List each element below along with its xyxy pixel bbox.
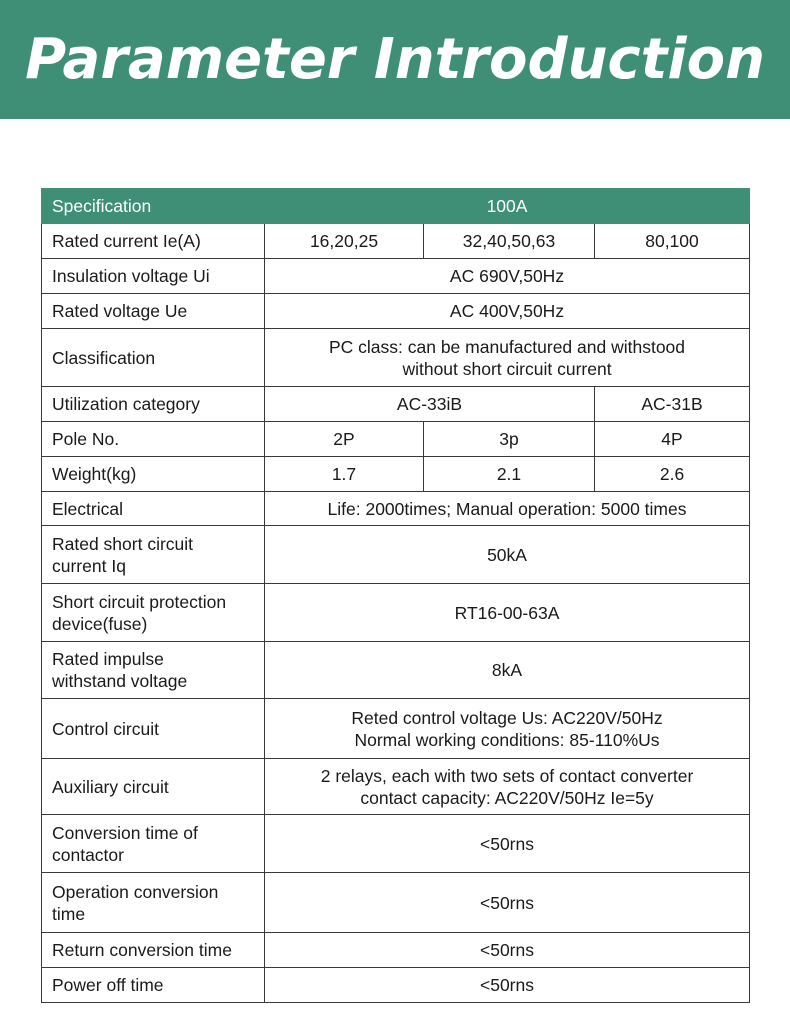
row-label	[42, 815, 265, 873]
row-label: Rated current Ie(A)	[42, 224, 265, 259]
table-row	[42, 294, 750, 329]
table-row	[42, 968, 750, 1003]
row-value: <50rns	[265, 968, 750, 1003]
row-value: Life: 2000times; Manual operation: 5000 times	[265, 492, 750, 526]
row-value: 1.7	[265, 457, 424, 492]
header-value: 100A	[265, 189, 750, 224]
row-value: AC 400V,50Hz	[265, 294, 750, 329]
row-label: Rated voltage Ue	[42, 294, 265, 329]
row-value	[265, 759, 750, 815]
value-line: Reted control voltage Us: AC220V/50Hz	[351, 707, 663, 728]
row-label: Pole No.	[42, 422, 265, 457]
row-label: Return conversion time	[42, 933, 265, 968]
row-value: 3p	[424, 422, 595, 457]
table-row	[42, 422, 750, 457]
value-line: 2 relays, each with two sets of contact converter	[320, 765, 694, 786]
label-line: withstand voltage	[52, 671, 188, 691]
table-row	[42, 584, 750, 642]
table-row	[42, 224, 750, 259]
row-value: 2.6	[595, 457, 750, 492]
row-label: Classification	[42, 329, 265, 387]
row-value	[265, 699, 750, 759]
label-line: time	[52, 903, 86, 924]
row-label	[42, 584, 265, 642]
row-label	[42, 526, 265, 584]
table-row	[42, 699, 750, 759]
row-value: AC-31B	[595, 387, 750, 422]
row-label: Insulation voltage Ui	[42, 259, 265, 294]
table-row	[42, 873, 750, 933]
label-line: Conversion time of	[52, 822, 198, 843]
row-label: Electrical	[42, 492, 265, 526]
label-line: Rated impulse	[52, 649, 164, 669]
row-value: 16,20,25	[265, 224, 424, 259]
row-label	[42, 873, 265, 933]
row-value: AC 690V,50Hz	[265, 259, 750, 294]
row-value: 32,40,50,63	[424, 224, 595, 259]
table-row	[42, 642, 750, 699]
label-line: current Iq	[52, 555, 126, 576]
label-line: Rated short circuit	[52, 533, 194, 554]
row-value	[265, 329, 750, 387]
row-label: Power off time	[42, 968, 265, 1003]
table-row	[42, 259, 750, 294]
header-label: Specification	[42, 189, 265, 224]
label-line: Operation conversion	[52, 881, 219, 902]
value-line: without short circuit current	[402, 358, 612, 379]
row-label: Control circuit	[42, 699, 265, 759]
row-value: <50rns	[265, 873, 750, 933]
label-line: Short circuit protection	[52, 591, 227, 612]
table-header-row	[42, 189, 750, 224]
table-row	[42, 492, 750, 526]
table-row	[42, 933, 750, 968]
table-row	[42, 387, 750, 422]
row-value: AC-33iB	[265, 387, 595, 422]
row-value: 8kA	[265, 642, 750, 699]
row-label: Auxiliary circuit	[42, 759, 265, 815]
table-row	[42, 329, 750, 387]
row-label	[42, 642, 265, 699]
page-title: Parameter Introduction	[25, 27, 765, 92]
row-label: Utilization category	[42, 387, 265, 422]
table-row	[42, 457, 750, 492]
table-row	[42, 759, 750, 815]
row-value: RT16-00-63A	[265, 584, 750, 642]
row-value: 4P	[595, 422, 750, 457]
row-value: 2P	[265, 422, 424, 457]
value-line: contact capacity: AC220V/50Hz Ie=5y	[360, 787, 654, 808]
parameter-table	[41, 188, 750, 1003]
label-line: device(fuse)	[52, 613, 148, 634]
row-label: Weight(kg)	[42, 457, 265, 492]
row-value: 2.1	[424, 457, 595, 492]
row-value: 80,100	[595, 224, 750, 259]
row-value: <50rns	[265, 815, 750, 873]
value-line: Normal working conditions: 85-110%Us	[354, 729, 660, 750]
label-line: contactor	[52, 844, 124, 865]
row-value: <50rns	[265, 933, 750, 968]
table-row	[42, 815, 750, 873]
value-line: PC class: can be manufactured and withstood	[328, 336, 686, 357]
table-row	[42, 526, 750, 584]
row-value: 50kA	[265, 526, 750, 584]
